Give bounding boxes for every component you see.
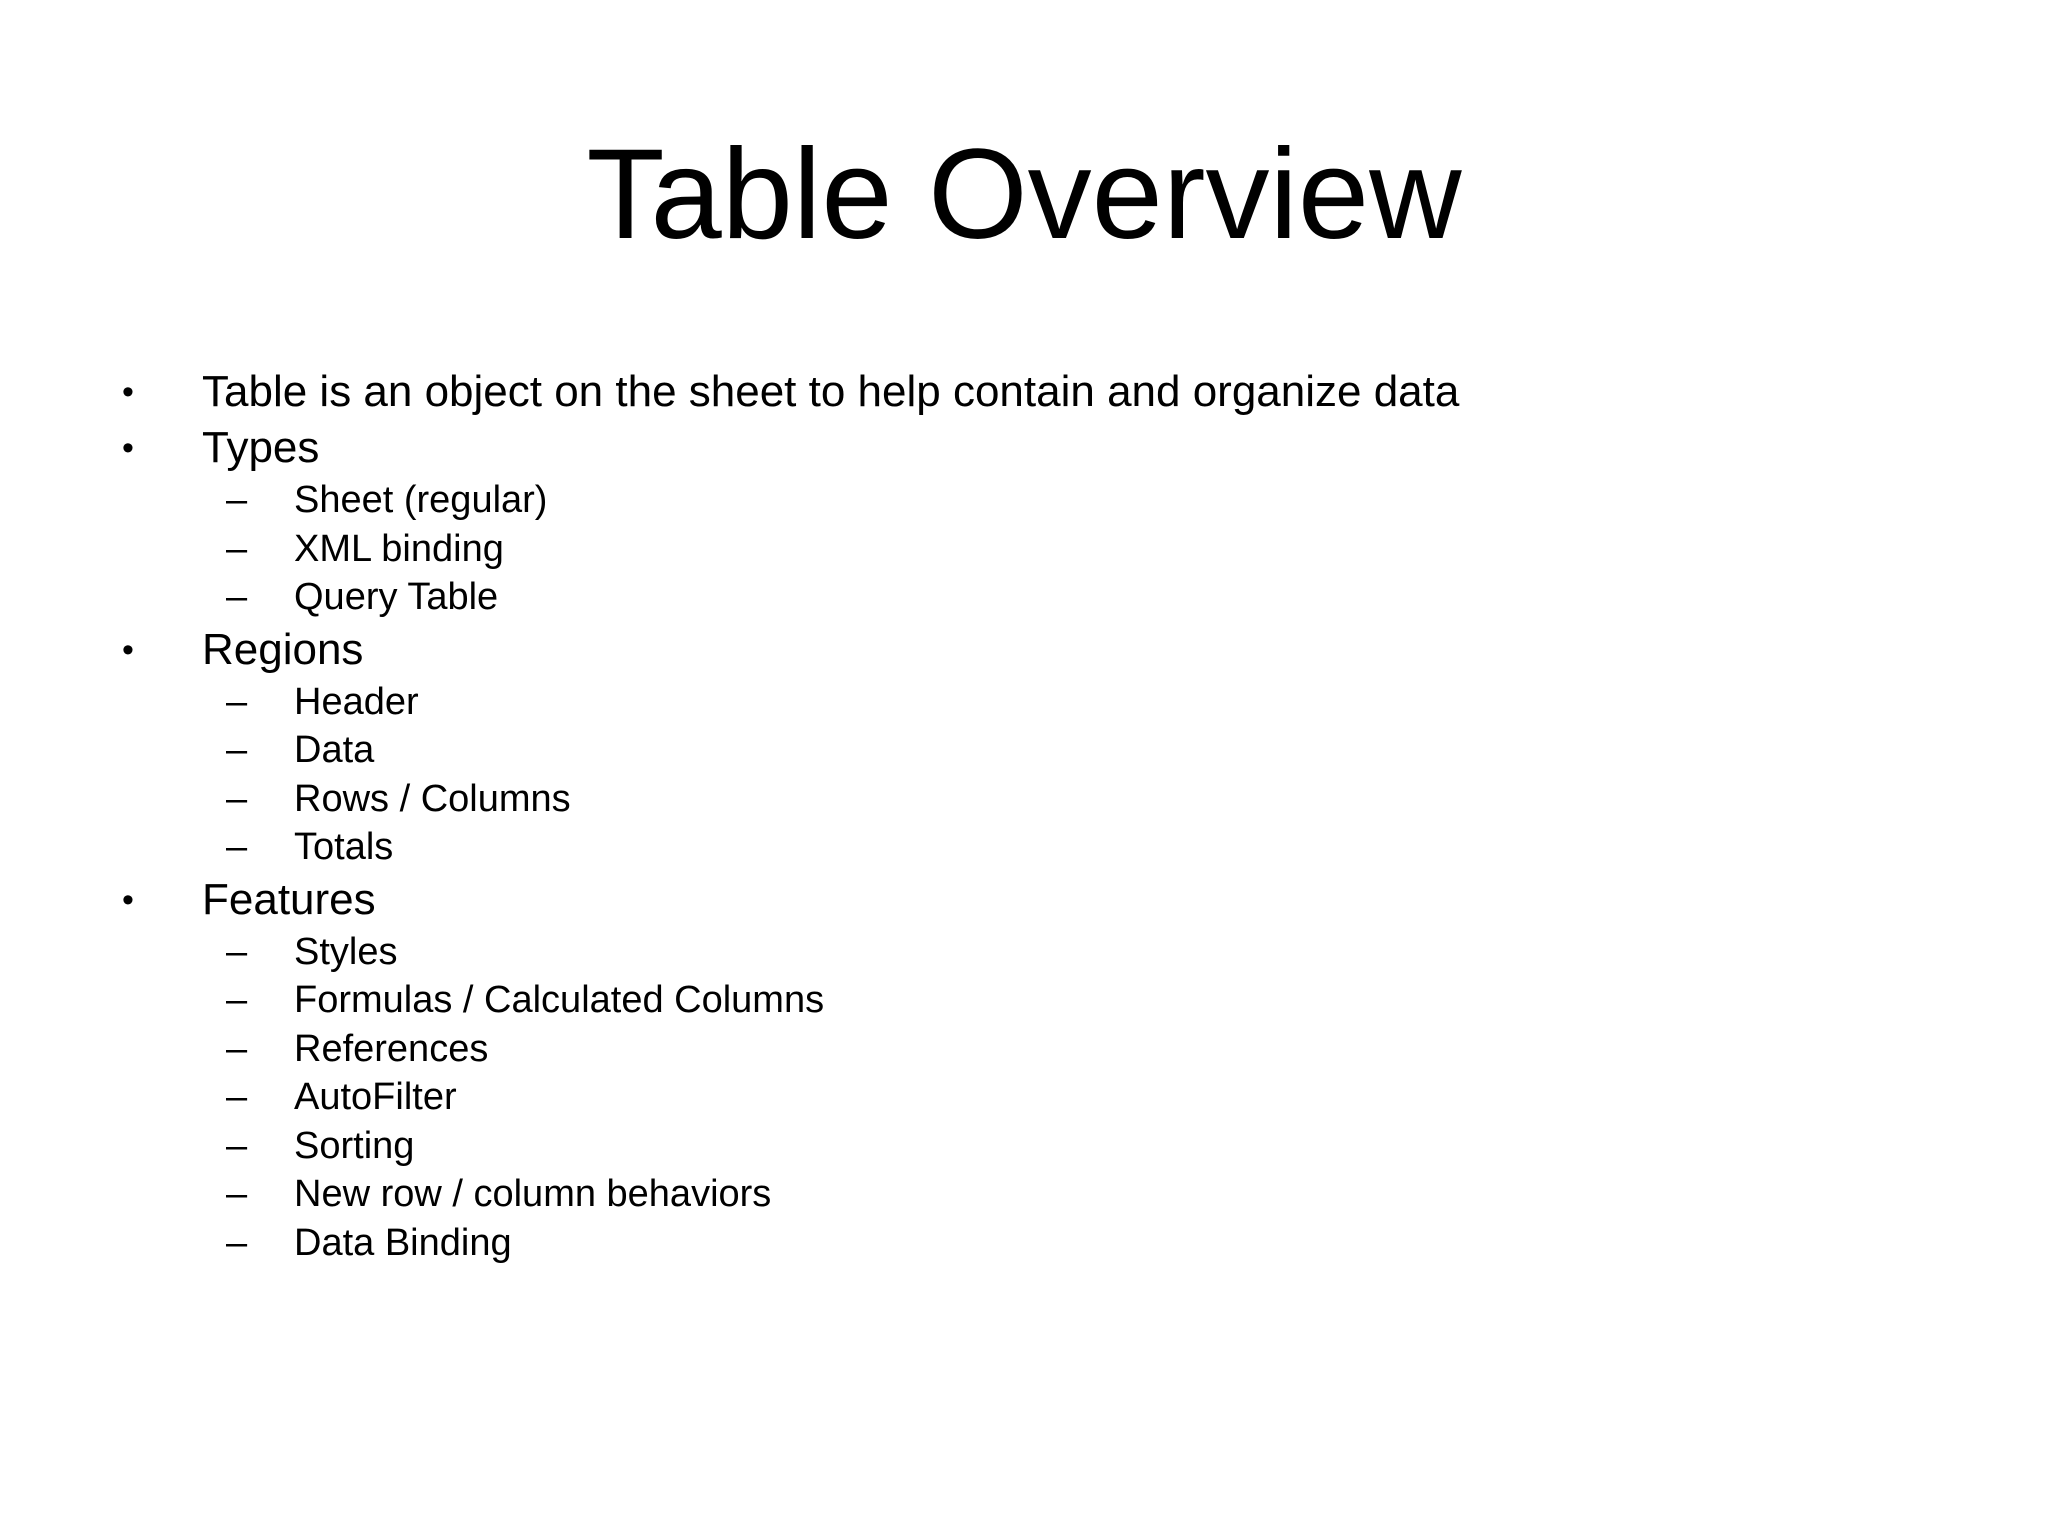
sub-bullet-text: Data <box>294 729 375 771</box>
slide-title: Table Overview <box>586 123 1462 266</box>
bullet-item <box>0 872 2048 928</box>
bullet-item <box>0 622 2048 678</box>
sub-bullet-marker: – <box>226 1173 248 1215</box>
sub-bullet-text: New row / column behaviors <box>294 1173 772 1215</box>
sub-bullet-text: Sorting <box>294 1124 415 1167</box>
bullet-item <box>0 364 2048 420</box>
sub-bullet-item <box>0 476 2048 525</box>
sub-bullet-item <box>0 775 2048 824</box>
bullet-item <box>0 420 2048 476</box>
sub-bullet-marker: – <box>226 680 248 723</box>
sub-bullet-marker: – <box>226 1124 248 1167</box>
sub-bullet-text: XML binding <box>294 527 504 570</box>
sub-bullet-item <box>0 1025 2048 1074</box>
sub-bullet-marker: – <box>226 979 248 1021</box>
sub-bullet-marker: – <box>226 930 248 973</box>
bullet-text: Table is an object on the sheet to help contain and organize data <box>202 367 1460 416</box>
sub-bullet-item <box>0 823 2048 872</box>
sub-bullet-marker: – <box>226 527 248 570</box>
sub-bullet-text: Styles <box>294 930 398 973</box>
sub-bullet-text: Query Table <box>294 576 499 618</box>
sub-bullet-item <box>0 1170 2048 1219</box>
sub-bullet-text: References <box>294 1027 489 1070</box>
sub-bullet-item <box>0 573 2048 622</box>
sub-bullet-marker: – <box>226 1076 248 1118</box>
sub-bullet-marker: – <box>226 826 248 868</box>
sub-bullet-text: Sheet (regular) <box>294 479 548 521</box>
sub-bullet-text: Rows / Columns <box>294 777 571 820</box>
sub-bullet-item <box>0 976 2048 1025</box>
bullet-text: Types <box>202 423 320 472</box>
sub-bullet-marker: – <box>226 1027 248 1070</box>
sub-bullet-marker: – <box>226 479 248 521</box>
bullet-marker: • <box>122 429 134 467</box>
bullet-marker: • <box>122 630 134 669</box>
bullet-text: Features <box>202 874 376 924</box>
sub-bullet-item <box>0 928 2048 977</box>
sub-bullet-item <box>0 525 2048 574</box>
bullet-list <box>0 364 2048 1267</box>
sub-bullet-item <box>0 1219 2048 1268</box>
sub-bullet-text: AutoFilter <box>294 1076 457 1118</box>
bullet-text: Regions <box>202 624 364 674</box>
sub-bullet-item <box>0 726 2048 775</box>
sub-bullet-marker: – <box>226 1221 248 1264</box>
sub-bullet-item <box>0 678 2048 727</box>
sub-bullet-marker: – <box>226 576 248 618</box>
sub-bullet-marker: – <box>226 777 248 820</box>
bullet-marker: • <box>122 373 134 411</box>
sub-bullet-text: Header <box>294 680 419 723</box>
bullet-marker: • <box>122 880 134 919</box>
sub-bullet-item <box>0 1122 2048 1171</box>
sub-bullet-item <box>0 1073 2048 1122</box>
sub-bullet-marker: – <box>226 729 248 771</box>
sub-bullet-text: Data Binding <box>294 1221 512 1264</box>
sub-bullet-text: Formulas / Calculated Columns <box>294 979 825 1021</box>
sub-bullet-text: Totals <box>294 826 394 868</box>
